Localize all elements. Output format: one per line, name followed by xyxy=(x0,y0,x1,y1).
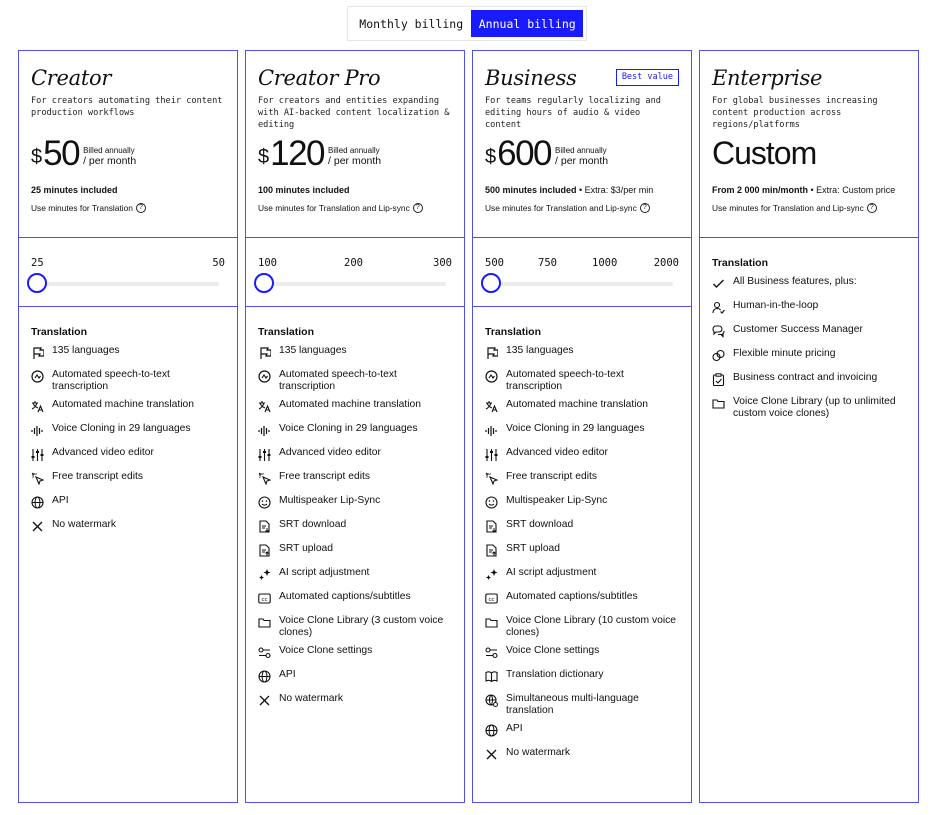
currency: $ xyxy=(31,146,43,168)
included-text: 25 minutes included xyxy=(31,185,118,195)
feature-label: Voice Clone Library (up to unlimited custom voice clones) xyxy=(733,396,896,419)
smile-icon xyxy=(258,496,271,509)
feature-item xyxy=(258,690,452,714)
best-value-badge: Best value xyxy=(616,69,679,86)
feature-label: Advanced video editor xyxy=(506,447,608,458)
sliders-icon xyxy=(485,448,498,461)
included-text: From 2 000 min/month xyxy=(712,185,809,195)
feature-item xyxy=(258,612,452,642)
feature-label: SRT upload xyxy=(279,543,334,554)
slider-tick: 750 xyxy=(538,257,557,269)
plan-card-creator xyxy=(18,50,238,803)
feature-item xyxy=(485,612,679,642)
usage-text: Use minutes for Translation and Lip-sync xyxy=(258,203,410,213)
plan-header xyxy=(19,51,237,238)
toggle-icon xyxy=(485,646,498,659)
slider-track[interactable] xyxy=(31,282,219,286)
chat-icon xyxy=(712,325,725,338)
feature-label: Automated captions/subtitles xyxy=(506,591,638,602)
circles-icon xyxy=(712,349,725,362)
feature-item xyxy=(31,444,225,468)
feature-item xyxy=(31,516,225,540)
feature-item xyxy=(258,468,452,492)
feature-label: Automated speech-to-text transcription xyxy=(279,369,397,392)
price-custom: Custom xyxy=(712,135,817,171)
usage-text: Use minutes for Translation and Lip-sync xyxy=(712,203,864,213)
feature-label: Voice Clone settings xyxy=(506,645,600,656)
feature-label: Free transcript edits xyxy=(52,471,143,482)
usage-text: Use minutes for Translation xyxy=(31,203,133,213)
feature-section-title: Translation xyxy=(31,326,88,338)
feature-item xyxy=(712,297,906,321)
speech-icon xyxy=(258,370,271,383)
price xyxy=(485,133,679,173)
feature-label: Advanced video editor xyxy=(52,447,154,458)
help-icon[interactable]: ? xyxy=(867,203,877,213)
globe-icon xyxy=(258,670,271,683)
feature-label: Voice Cloning in 29 languages xyxy=(279,423,418,434)
doc-up-icon xyxy=(485,544,498,557)
multi-globe-icon xyxy=(485,694,498,707)
help-icon[interactable]: ? xyxy=(413,203,423,213)
plan-description: For global businesses increasing content production across regions/platforms xyxy=(712,96,878,130)
slider-track[interactable] xyxy=(485,282,673,286)
feature-item xyxy=(31,366,225,396)
feature-label: Automated speech-to-text transcription xyxy=(506,369,624,392)
slider-ticks xyxy=(31,257,225,271)
cc-icon xyxy=(258,592,271,605)
help-icon[interactable]: ? xyxy=(136,203,146,213)
minutes-usage xyxy=(712,202,906,214)
clipboard-icon xyxy=(712,373,725,386)
svg-text:cc: cc xyxy=(261,597,268,603)
currency: $ xyxy=(485,146,497,168)
billing-info xyxy=(328,145,381,167)
minutes-included xyxy=(31,184,225,196)
feature-label: Customer Success Manager xyxy=(733,324,863,335)
folder-icon xyxy=(258,616,271,629)
extra-price: • Extra: Custom price xyxy=(808,185,896,195)
cc-icon xyxy=(485,592,498,605)
plan-name: Enterprise xyxy=(712,66,823,90)
slider-thumb[interactable] xyxy=(481,273,501,293)
minutes-usage xyxy=(31,202,225,214)
cursor-icon xyxy=(31,472,44,485)
folder-icon xyxy=(485,616,498,629)
billing-info xyxy=(83,145,136,167)
feature-label: Free transcript edits xyxy=(506,471,597,482)
book-icon xyxy=(485,670,498,683)
feature-item xyxy=(712,393,906,423)
feature-label: 135 languages xyxy=(52,345,120,356)
feature-label: Multispeaker Lip-Sync xyxy=(279,495,381,506)
translate-icon xyxy=(31,400,44,413)
feature-list xyxy=(246,307,464,714)
wave-icon xyxy=(485,424,498,437)
monthly-billing-tab[interactable]: Monthly billing xyxy=(359,16,464,31)
feature-item xyxy=(485,564,679,588)
minutes-slider xyxy=(473,238,691,307)
feature-label: Translation dictionary xyxy=(506,669,604,680)
per-month: / per month xyxy=(83,155,137,167)
feature-item xyxy=(258,396,452,420)
speech-icon xyxy=(31,370,44,383)
per-month: / per month xyxy=(328,155,382,167)
feature-item xyxy=(485,744,679,768)
feature-item xyxy=(258,342,452,366)
globe-icon xyxy=(485,724,498,737)
feature-item xyxy=(485,516,679,540)
feature-label: 135 languages xyxy=(279,345,347,356)
feature-label: 135 languages xyxy=(506,345,574,356)
sliders-icon xyxy=(258,448,271,461)
doc-up-icon xyxy=(258,544,271,557)
price-amount: 600 xyxy=(497,134,552,173)
flag-icon xyxy=(258,346,271,359)
feature-item xyxy=(31,396,225,420)
feature-item xyxy=(485,366,679,396)
feature-label: AI script adjustment xyxy=(506,567,597,578)
plan-name: Business xyxy=(485,66,577,90)
globe-icon xyxy=(31,496,44,509)
help-icon[interactable]: ? xyxy=(640,203,650,213)
billed-annually: Billed annually xyxy=(555,146,607,155)
feature-item xyxy=(258,420,452,444)
feature-item xyxy=(485,468,679,492)
feature-item xyxy=(485,666,679,690)
feature-label: Voice Cloning in 29 languages xyxy=(52,423,191,434)
wave-icon xyxy=(258,424,271,437)
feature-label: API xyxy=(279,669,296,680)
doc-down-icon xyxy=(258,520,271,533)
feature-label: No watermark xyxy=(506,747,571,758)
slider-thumb[interactable] xyxy=(27,273,47,293)
check-icon xyxy=(712,277,725,290)
sliders-icon xyxy=(31,448,44,461)
speech-icon xyxy=(485,370,498,383)
feature-list xyxy=(700,238,918,423)
feature-label: API xyxy=(52,495,69,506)
sparkle-icon xyxy=(258,568,271,581)
feature-label: All Business features, plus: xyxy=(733,276,857,287)
billing-info xyxy=(555,145,608,167)
plan-name: Creator Pro xyxy=(258,66,381,90)
feature-item xyxy=(258,516,452,540)
svg-text:cc: cc xyxy=(488,597,495,603)
feature-item xyxy=(485,420,679,444)
minutes-included xyxy=(258,184,452,196)
price xyxy=(31,133,225,173)
feature-section-title: Translation xyxy=(258,326,315,338)
feature-item xyxy=(485,720,679,744)
included-text: 500 minutes included xyxy=(485,185,577,195)
feature-label: AI script adjustment xyxy=(279,567,370,578)
minutes-usage xyxy=(258,202,452,214)
plan-card-enterprise xyxy=(699,50,919,803)
folder-icon xyxy=(712,397,725,410)
plan-description: For creators and entities expanding with AI-backed content localization & editing xyxy=(258,96,450,130)
feature-section-title: Translation xyxy=(485,326,542,338)
billing-toggle xyxy=(347,6,587,41)
sparkle-icon xyxy=(485,568,498,581)
x-icon xyxy=(485,748,498,761)
price-amount: 50 xyxy=(43,134,80,173)
feature-item xyxy=(31,342,225,366)
slider-tick: 50 xyxy=(212,257,225,269)
plan-description: For creators automating their content production workflows xyxy=(31,96,223,118)
minutes-included xyxy=(485,184,679,196)
toggle-icon xyxy=(258,646,271,659)
flag-icon xyxy=(31,346,44,359)
feature-item xyxy=(258,444,452,468)
feature-item xyxy=(712,369,906,393)
currency: $ xyxy=(258,146,270,168)
feature-label: Voice Cloning in 29 languages xyxy=(506,423,645,434)
feature-label: Human-in-the-loop xyxy=(733,300,819,311)
feature-label: Advanced video editor xyxy=(279,447,381,458)
feature-item xyxy=(485,540,679,564)
plan-header xyxy=(473,51,691,238)
annual-billing-tab[interactable]: Annual billing xyxy=(471,10,583,37)
feature-label: Free transcript edits xyxy=(279,471,370,482)
feature-item xyxy=(258,540,452,564)
feature-item xyxy=(258,666,452,690)
feature-label: Automated captions/subtitles xyxy=(279,591,411,602)
feature-label: Automated machine translation xyxy=(506,399,648,410)
price xyxy=(258,133,452,173)
feature-item xyxy=(31,492,225,516)
minutes-included xyxy=(712,184,906,196)
usage-text: Use minutes for Translation and Lip-sync xyxy=(485,203,637,213)
minutes-slider xyxy=(19,238,237,307)
feature-item xyxy=(712,345,906,369)
slider-track[interactable] xyxy=(258,282,446,286)
user-check-icon xyxy=(712,301,725,314)
feature-item xyxy=(258,366,452,396)
billed-annually: Billed annually xyxy=(328,146,380,155)
feature-item xyxy=(485,396,679,420)
slider-tick: 100 xyxy=(258,257,277,269)
feature-label: Voice Clone settings xyxy=(279,645,373,656)
wave-icon xyxy=(31,424,44,437)
feature-section-title: Translation xyxy=(712,257,769,269)
plan-card-creator-pro xyxy=(245,50,465,803)
feature-item xyxy=(485,492,679,516)
x-icon xyxy=(31,520,44,533)
slider-ticks xyxy=(485,257,679,271)
extra-price: • Extra: $3/per min xyxy=(576,185,654,195)
slider-tick: 500 xyxy=(485,257,504,269)
feature-label: Voice Clone Library (10 custom voice clones) xyxy=(506,615,676,638)
slider-tick: 2000 xyxy=(653,257,679,269)
feature-item xyxy=(258,588,452,612)
feature-item xyxy=(712,321,906,345)
translate-icon xyxy=(258,400,271,413)
feature-item xyxy=(31,468,225,492)
feature-item xyxy=(485,642,679,666)
feature-list xyxy=(473,307,691,768)
feature-item xyxy=(258,564,452,588)
slider-tick: 300 xyxy=(433,257,452,269)
feature-list xyxy=(19,307,237,540)
feature-item xyxy=(258,492,452,516)
slider-ticks xyxy=(258,257,452,271)
feature-label: Flexible minute pricing xyxy=(733,348,836,359)
minutes-slider xyxy=(246,238,464,307)
billed-annually: Billed annually xyxy=(83,146,135,155)
feature-item xyxy=(485,342,679,366)
plan-name: Creator xyxy=(31,66,112,90)
plan-header xyxy=(700,51,918,238)
slider-tick: 1000 xyxy=(592,257,618,269)
feature-label: Business contract and invoicing xyxy=(733,372,878,383)
feature-label: Automated machine translation xyxy=(52,399,194,410)
feature-item xyxy=(485,588,679,612)
cursor-icon xyxy=(485,472,498,485)
cursor-icon xyxy=(258,472,271,485)
doc-down-icon xyxy=(485,520,498,533)
flag-icon xyxy=(485,346,498,359)
feature-label: SRT upload xyxy=(506,543,561,554)
price-amount: 120 xyxy=(270,134,325,173)
feature-label: API xyxy=(506,723,523,734)
plan-description: For teams regularly localizing and editing hours of audio & video content xyxy=(485,96,661,130)
smile-icon xyxy=(485,496,498,509)
feature-label: SRT download xyxy=(279,519,347,530)
feature-item xyxy=(712,273,906,297)
feature-label: No watermark xyxy=(52,519,117,530)
feature-label: Automated speech-to-text transcription xyxy=(52,369,170,392)
feature-label: No watermark xyxy=(279,693,344,704)
feature-label: SRT download xyxy=(506,519,574,530)
feature-item xyxy=(485,444,679,468)
feature-item xyxy=(258,642,452,666)
feature-label: Simultaneous multi-language translation xyxy=(506,693,639,716)
included-text: 100 minutes included xyxy=(258,185,350,195)
slider-tick: 200 xyxy=(344,257,363,269)
per-month: / per month xyxy=(555,155,609,167)
minutes-usage xyxy=(485,202,679,214)
feature-item xyxy=(31,420,225,444)
feature-label: Automated machine translation xyxy=(279,399,421,410)
slider-thumb[interactable] xyxy=(254,273,274,293)
feature-label: Multispeaker Lip-Sync xyxy=(506,495,608,506)
plan-card-business xyxy=(472,50,692,803)
feature-label: Voice Clone Library (3 custom voice clones) xyxy=(279,615,444,638)
translate-icon xyxy=(485,400,498,413)
plan-header xyxy=(246,51,464,238)
slider-tick: 25 xyxy=(31,257,44,269)
x-icon xyxy=(258,694,271,707)
feature-item xyxy=(485,690,679,720)
